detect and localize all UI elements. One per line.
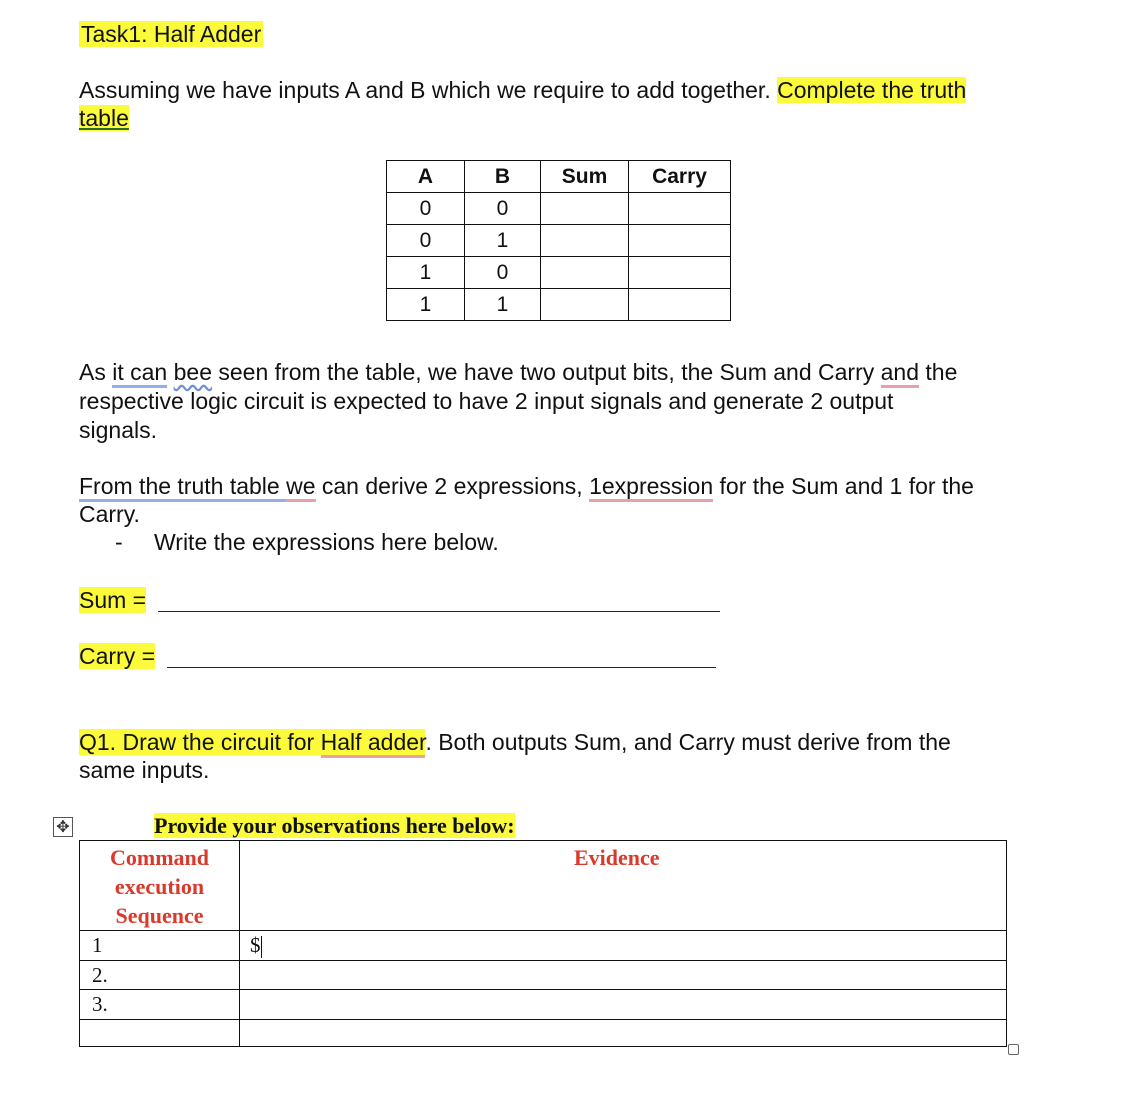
highlight-complete-truth: Complete the truth — [777, 77, 967, 103]
cell-sum[interactable] — [541, 193, 629, 225]
table-row — [80, 961, 1007, 990]
cell-b: 1 — [465, 225, 541, 257]
output-bits-paragraph: As it can bee seen from the table, we have two output bits, the Sum and Carry and the respective logic circuit is expected to have 2 input signals and generate 2 output signals. — [79, 359, 958, 443]
table-row — [387, 193, 731, 225]
evidence-cell[interactable] — [240, 1020, 1007, 1047]
sum-answer-line[interactable] — [158, 611, 720, 612]
table-row — [80, 931, 1007, 961]
evidence-cell[interactable]: $ — [240, 931, 1007, 961]
bullet-text: Write the expressions here below. — [154, 529, 499, 555]
cell-carry[interactable] — [629, 289, 731, 321]
table-row — [387, 289, 731, 321]
observations-table — [79, 840, 1007, 1047]
highlight-table: table — [79, 105, 129, 131]
table-row — [387, 225, 731, 257]
command-header: Command execution Sequence — [80, 841, 240, 931]
cell-carry[interactable] — [629, 257, 731, 289]
obs-header-row — [80, 841, 1007, 931]
truth-table-header — [387, 161, 731, 193]
cell-carry[interactable] — [629, 193, 731, 225]
sequence-cell: 2. — [80, 961, 240, 990]
expressions-paragraph: From the truth table we can derive 2 expressions, 1expression for the Sum and 1 for the Carry. — [79, 473, 974, 527]
header-carry: Carry — [629, 161, 731, 193]
resize-handle-icon[interactable] — [1008, 1044, 1019, 1055]
cell-sum[interactable] — [541, 257, 629, 289]
text-cursor — [261, 936, 262, 958]
sequence-cell — [80, 1020, 240, 1047]
cell-sum[interactable] — [541, 289, 629, 321]
header-sum: Sum — [541, 161, 629, 193]
q1-paragraph: Q1. Draw the circuit for Half adder. Both outputs Sum, and Carry must derive from the same inputs. — [79, 729, 951, 783]
cell-a: 0 — [387, 193, 465, 225]
intro-paragraph: Assuming we have inputs A and B which we require to add together. Complete the truth table — [79, 77, 967, 131]
table-row — [80, 990, 1007, 1020]
header-b: B — [465, 161, 541, 193]
cell-b: 0 — [465, 193, 541, 225]
task-title: Task1: Half Adder — [81, 21, 262, 47]
observations-heading: Provide your observations here below: — [154, 813, 515, 838]
table-row — [80, 1020, 1007, 1047]
sequence-cell: 1 — [80, 931, 240, 961]
cell-a: 0 — [387, 225, 465, 257]
carry-label: Carry = — [79, 643, 156, 669]
cell-a: 1 — [387, 289, 465, 321]
cell-b: 0 — [465, 257, 541, 289]
truth-table — [386, 160, 731, 321]
header-a: A — [387, 161, 465, 193]
evidence-header: Evidence — [240, 841, 1007, 931]
cell-carry[interactable] — [629, 225, 731, 257]
evidence-cell[interactable] — [240, 961, 1007, 990]
carry-answer-line[interactable] — [167, 667, 716, 668]
sum-label: Sum = — [79, 587, 147, 613]
cell-b: 1 — [465, 289, 541, 321]
cell-sum[interactable] — [541, 225, 629, 257]
table-row — [387, 257, 731, 289]
cell-a: 1 — [387, 257, 465, 289]
move-handle-icon[interactable]: ✥ — [53, 817, 73, 837]
bullet-item: - — [115, 529, 123, 555]
evidence-cell[interactable] — [240, 990, 1007, 1020]
sequence-cell: 3. — [80, 990, 240, 1020]
